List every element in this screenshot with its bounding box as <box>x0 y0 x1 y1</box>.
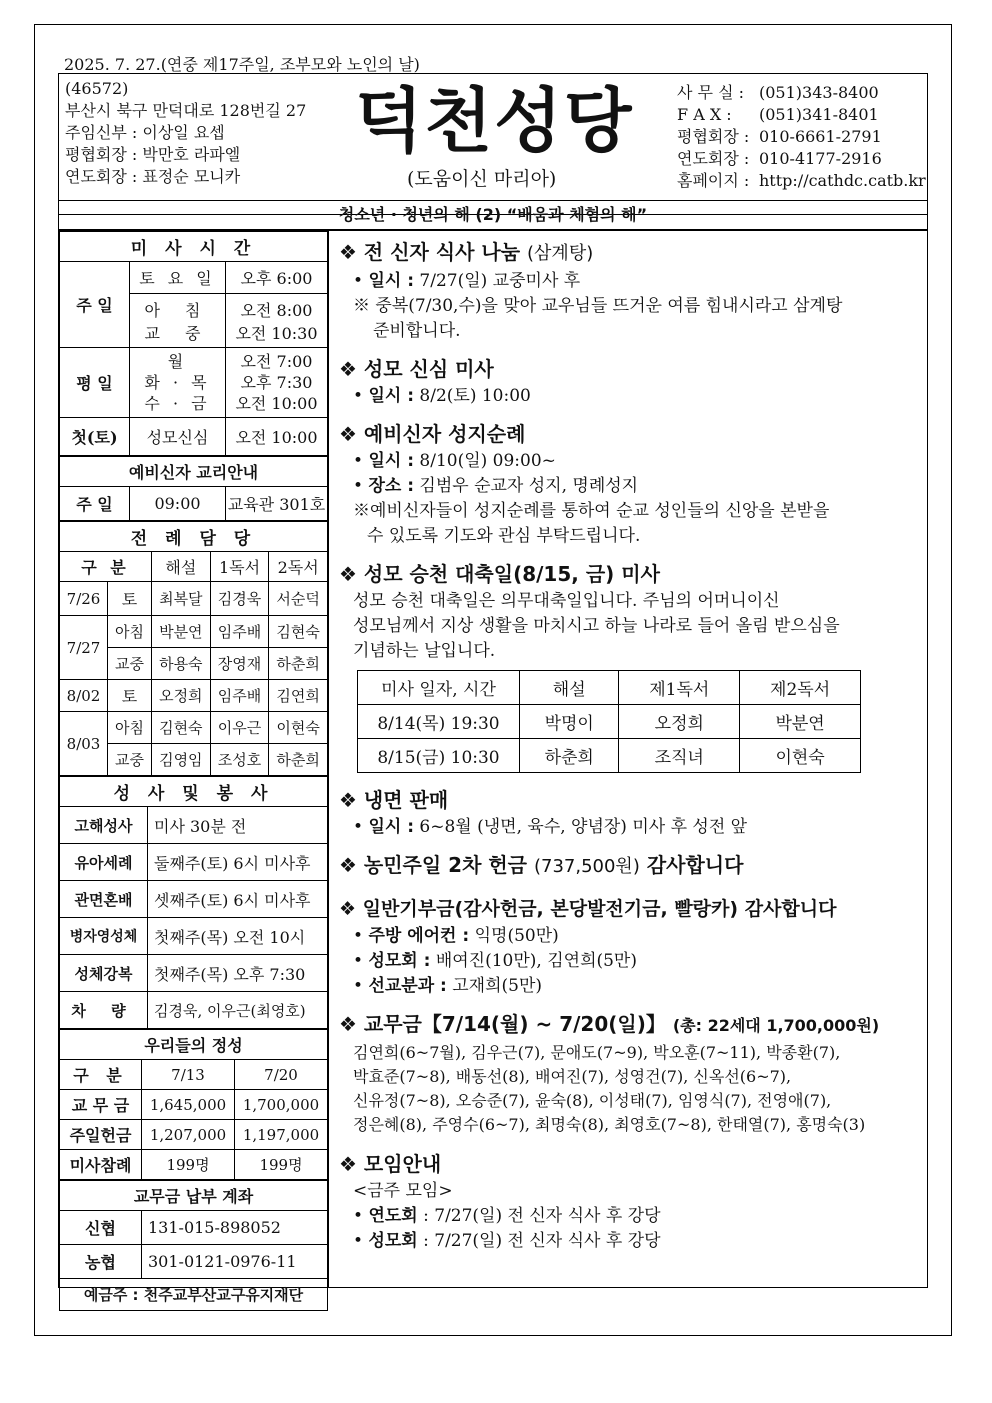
parish-subtitle: (도움이신 마리아) <box>407 168 557 190</box>
account-holder: 예금주 : 천주교부산교구유지재단 <box>60 1279 328 1311</box>
table-row: 8/03 아침 김현숙 이우근 이현숙 <box>60 712 328 744</box>
table-row: 7/26 토 최복달 김경욱 서순덕 <box>60 582 328 616</box>
accounts-table <box>59 1180 328 1311</box>
table-row: 7/27 아침 박분연 임주배 김현숙 <box>60 616 328 648</box>
assumption-mass-table: 미사 일자, 시간 해설 제1독서 제2독서 8/14(목) 19:30 박명이 오정희 박분연 8/15(금) 10:30 하춘희 조직녀 이현숙 <box>357 670 861 773</box>
table-row: 고해성사 미사 30분 전 <box>60 807 328 844</box>
notice-meetings: ❖ 모임안내 <금주 모임> • 연도회 : 7/27(일) 전 신자 식사 후 강당 • 성모회 : 7/27(일) 전 신자 식사 후 강당 <box>339 1152 661 1251</box>
table-row: 교 무 금 1,645,000 1,700,000 <box>60 1090 328 1120</box>
table-row: 병자영성체 첫째주(목) 오전 10시 <box>60 918 328 955</box>
theme-banner: 청소년 · 청년의 해 (2) “배움과 체험의 해” <box>58 200 928 230</box>
accounts-heading: 교무금 납부 계좌 <box>60 1181 328 1211</box>
table-row: 유아세례 둘째주(토) 6시 미사후 <box>60 844 328 881</box>
notice-devotion: ❖ 성모 신심 미사 • 일시 : 8/2(토) 10:00 <box>339 357 531 406</box>
homepage-link[interactable]: http://cathdc.catb.kr <box>759 171 926 190</box>
liturgy-heading: 전 례 담 당 <box>60 522 328 552</box>
contact-fax: F A X : (051)341-8401 <box>677 105 879 124</box>
offerings-table: 우리들의 정성 구 분 7/13 7/20 교 무 금 1,645,000 1,700,000 주일헌금 1,207,000 1,197,000 미사참례 199명 199명 <box>59 1029 328 1180</box>
parish-info <box>65 78 306 188</box>
diamond-icon: ❖ <box>339 853 357 877</box>
diamond-icon: ❖ <box>339 1012 357 1036</box>
table-row: 성체강복 첫째주(목) 오후 7:30 <box>60 955 328 992</box>
contact-council: 평협회장 : 010-6661-2791 <box>677 127 882 146</box>
diamond-icon: ❖ <box>339 1152 357 1176</box>
table-row: 교중 하용숙 장영재 하춘희 <box>60 648 328 680</box>
notice-donation: ❖ 일반기부금(감사헌금, 본당발전기금, 빨랑카) 감사합니다 • 주방 에어컨 : 익명(50만) • 성모회 : 배여진(10만), 김연희(5만) • 선교분과 : 고재희(5만) <box>339 898 837 996</box>
table-row: 농협 301-0121-0976-11 <box>60 1245 328 1279</box>
left-column <box>59 231 329 1304</box>
table-row: 관면혼배 셋째주(토) 6시 미사후 <box>60 881 328 918</box>
catechumen-table: 예비신자 교리안내 주 일 09:00 교육관 301호 <box>59 456 328 521</box>
notice-assumption: ❖ 성모 승천 대축일(8/15, 금) 미사 성모 승천 대축일은 의무대축일입니다. 주님의 어머니이신 성모님께서 지상 생활을 마치시고 하늘 나라로 들어 올림 받으심을 기념하는 날입니다. 미사 일자, 시간 해설 제1독서 제2독서 8/14(목) 19:30 박명이 오정희 박분연 8/15(금) 10:30 하춘희 조직녀 이현숙 <box>339 559 927 773</box>
table-row: 8/15(금) 10:30 하춘희 조직녀 이현숙 <box>358 739 861 773</box>
table-row: 8/02 토 오정희 임주배 김연희 <box>60 680 328 712</box>
youth-president: 연도회장 : 표정순 모니카 <box>65 167 241 186</box>
liturgy-table: 전 례 담 당 구 분 해설 1독서 2독서 7/26 토 최복달 김경욱 서순덕 7/27 아침 박분연 임주배 김현숙 교중 하용숙 장영재 하춘희 8/02 토 오정희 임주배 김연희 8/03 아침 김현숙 이우근 이현숙 교중 김영임 조성호 하춘희 <box>59 521 328 776</box>
parish-title: 덕천성당 <box>355 80 634 162</box>
main-content <box>58 230 928 1304</box>
date-line: 2025. 7. 27.(연중 제17주일, 조부모와 노인의 날) <box>64 55 420 74</box>
pastor: 주임신부 : 이상일 요셉 <box>65 123 225 142</box>
notice-dues: ❖ 교무금【7/14(월) ~ 7/20(일)】 (총: 22세대 1,700,000원) 김연희(6~7월), 김우근(7), 문애도(7~9), 박오훈(7~11), 박종환(7), 박효준(7~8), 배동선(8), 배여진(7), 성영건(7), 신옥선(6~7), 신유정(7~8), 오승준(7), 윤숙(8), 이성태(7), 임영식(7), 전영애(7), 정은혜(8), 주영수(6~7), 최명숙(8), 최영호(7~8), 한태열(7), 홍명숙(3) <box>339 1012 880 1134</box>
right-column <box>333 231 927 1254</box>
weekday-label: 평 일 <box>60 348 130 418</box>
table-row: 주일헌금 1,207,000 1,197,000 <box>60 1120 328 1150</box>
table-row: 미사참례 199명 199명 <box>60 1150 328 1180</box>
table-row: 차 량 김경욱, 이우근(최영호) <box>60 992 328 1029</box>
diamond-icon: ❖ <box>339 788 357 812</box>
notice-farmer: ❖ 농민주일 2차 헌금 (737,500원) 감사합니다 <box>339 853 744 877</box>
offerings-heading: 우리들의 정성 <box>60 1030 328 1060</box>
table-row: 교중 김영임 조성호 하춘희 <box>60 744 328 776</box>
table-row: 8/14(목) 19:30 박명이 오정희 박분연 <box>358 705 861 739</box>
header-box <box>58 73 928 215</box>
diamond-icon: ❖ <box>339 422 357 446</box>
sacraments-table <box>59 776 328 1029</box>
contact-homepage: 홈페이지 : http://cathdc.catb.kr <box>677 171 926 190</box>
diamond-icon: ❖ <box>339 562 357 586</box>
sacraments-heading: 성 사 및 봉 사 <box>60 777 328 807</box>
contact-youth: 연도회장 : 010-4177-2916 <box>677 149 882 168</box>
diamond-icon: ❖ <box>339 240 357 264</box>
table-row: 신협 131-015-898052 <box>60 1211 328 1245</box>
mass-times-heading: 미 사 시 간 <box>60 232 328 262</box>
postal-code: (46572) <box>65 79 129 98</box>
diamond-icon: ❖ <box>339 898 357 920</box>
sunday-label: 주 일 <box>60 262 130 348</box>
council-president: 평협회장 : 박만호 라파엘 <box>65 145 241 164</box>
notice-pilgrimage: ❖ 예비신자 성지순례 • 일시 : 8/10(일) 09:00~ • 장소 : 김범우 순교자 성지, 명례성지 ※예비신자들이 성지순례를 통하여 순교 성인들의 신앙을 본받을 수 있도록 기도와 관심 부탁드립니다. <box>339 422 830 546</box>
catechumen-heading: 예비신자 교리안내 <box>60 457 328 487</box>
diamond-icon: ❖ <box>339 357 357 381</box>
contact-office: 사 무 실 : (051)343-8400 <box>677 83 879 102</box>
contact-info <box>677 82 926 192</box>
notice-noodle: ❖ 냉면 판매 • 일시 : 6~8월 (냉면, 육수, 양념장) 미사 후 성전 앞 <box>339 788 748 837</box>
mass-times-table: 미 사 시 간 주 일 토 요 일 오후 6:00 아 침 교 중 오전 8:00 오전 10:30 평 일 월 화 · 목 수 · 금 오전 7:00 오후 7:30 오전 10:00 첫(토) 성모신심 오전 10:00 <box>59 231 328 456</box>
address: 부산시 북구 만덕대로 128번길 27 <box>65 101 307 120</box>
notice-meal: ❖ 전 신자 식사 나눔 (삼계탕) • 일시 : 7/27(일) 교중미사 후 ※ 중복(7/30,수)을 맞아 교우님들 뜨거운 여름 힘내시라고 삼계탕 준비합니다. <box>339 240 843 341</box>
